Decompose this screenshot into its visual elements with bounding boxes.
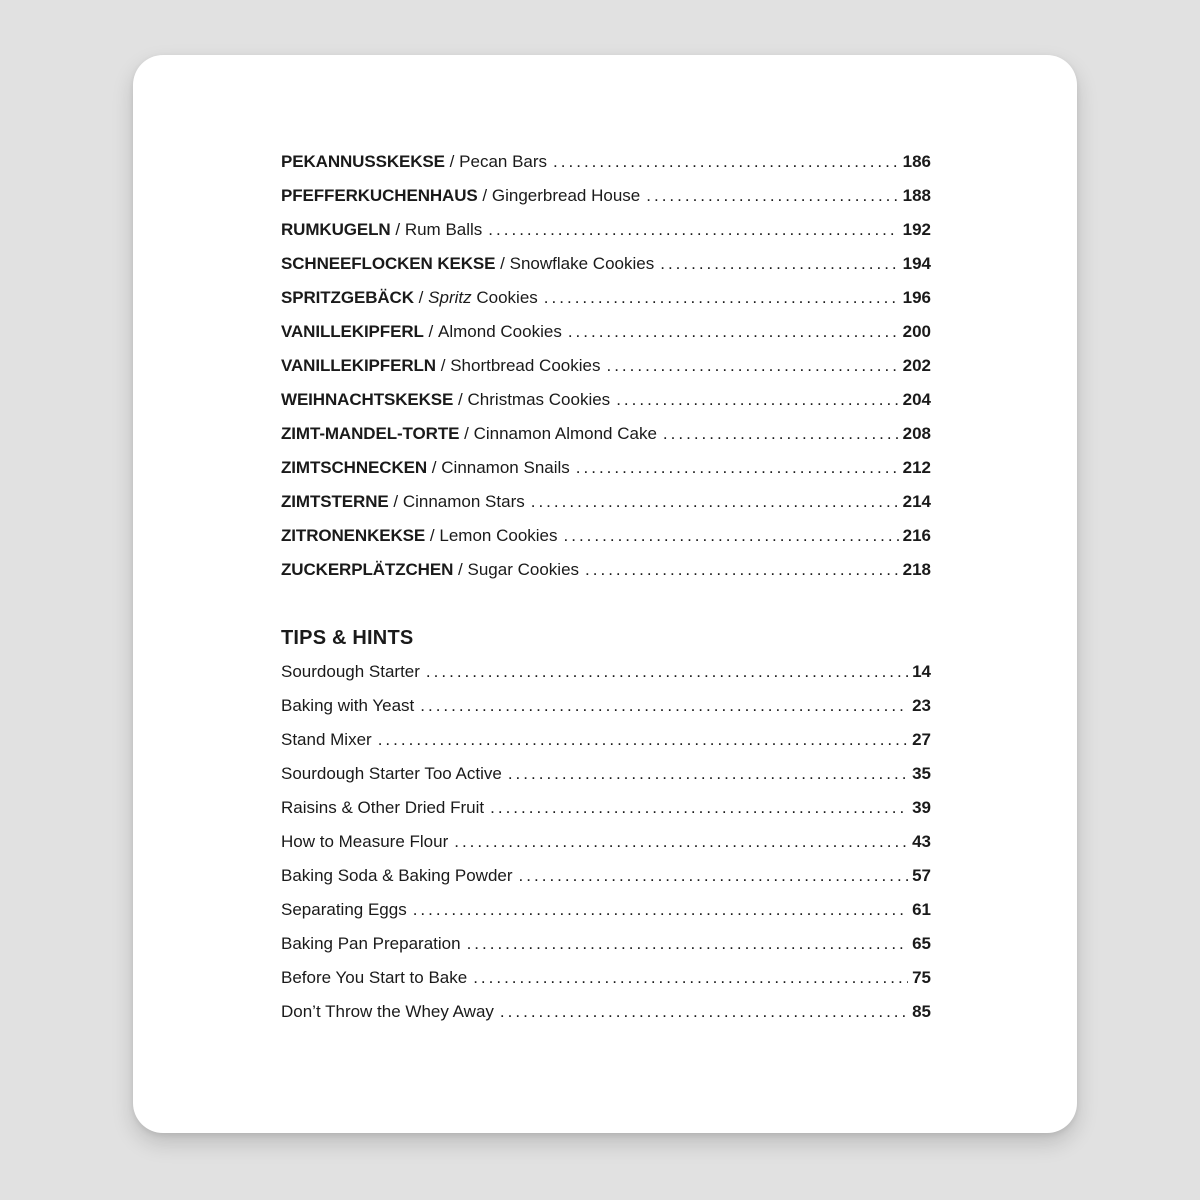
toc-entry — [281, 961, 931, 995]
dot-leader — [490, 791, 908, 825]
entry-title-en: Cinnamon Almond Cake — [473, 424, 657, 443]
tip-title: Before You Start to Bake — [281, 968, 468, 987]
toc-entry — [281, 757, 931, 791]
toc-entry — [281, 689, 931, 723]
toc-entry — [281, 825, 931, 859]
page-number: 218 — [902, 560, 931, 579]
entry-title-de: ZUCKERPLÄTZCHEN — [281, 560, 454, 579]
page-number: 65 — [912, 934, 931, 953]
toc-entry — [281, 213, 931, 247]
toc-entry — [281, 519, 931, 553]
entry-title-en: Gingerbread House — [491, 186, 641, 205]
toc-page-card — [133, 55, 1077, 1133]
entry-title-de: PFEFFERKUCHENHAUS — [281, 186, 478, 205]
page-number: 194 — [902, 254, 931, 273]
tip-title: Raisins & Other Dried Fruit — [281, 798, 485, 817]
slash-separator: / — [440, 356, 446, 375]
page-number: 192 — [902, 220, 931, 239]
page-number: 204 — [902, 390, 931, 409]
slash-separator: / — [458, 390, 463, 409]
dot-leader — [473, 961, 908, 995]
entry-title-de: ZIMTSTERNE — [281, 492, 389, 511]
dot-leader — [488, 213, 898, 247]
page-number: 216 — [902, 526, 931, 545]
dot-leader — [616, 383, 898, 417]
toc-entry — [281, 281, 931, 315]
page-number: 196 — [902, 288, 931, 307]
slash-separator: / — [482, 186, 488, 205]
dot-leader — [564, 519, 899, 553]
dot-leader — [467, 927, 909, 961]
entry-title-en: Cinnamon Snails — [441, 458, 570, 477]
entry-title-en: Christmas Cookies — [467, 390, 611, 409]
page-number: 186 — [902, 152, 931, 171]
toc-entry — [281, 995, 931, 1029]
page-number: 188 — [902, 186, 931, 205]
dot-leader — [663, 417, 899, 451]
slash-separator: / — [449, 152, 455, 171]
page-number: 14 — [912, 662, 931, 681]
dot-leader — [553, 145, 899, 179]
toc-entry — [281, 791, 931, 825]
entry-title-de: ZIMT-MANDEL-TORTE — [281, 424, 460, 443]
toc-entry — [281, 179, 931, 213]
entry-title-en: Almond Cookies — [438, 322, 562, 341]
entry-title-en: Snowflake Cookies — [509, 254, 655, 273]
entry-title-de: ZIMTSCHNECKEN — [281, 458, 428, 477]
toc-entry — [281, 553, 931, 587]
toc-entry — [281, 247, 931, 281]
entry-title-en: Sugar Cookies — [467, 560, 580, 579]
toc-entry — [281, 485, 931, 519]
tip-title: Baking Soda & Baking Powder — [281, 866, 513, 885]
toc-entry — [281, 145, 931, 179]
entry-title-en-italic: Spritz — [428, 288, 472, 307]
toc-entry — [281, 859, 931, 893]
dot-leader — [508, 757, 908, 791]
page-number: 208 — [902, 424, 931, 443]
slash-separator: / — [393, 492, 399, 511]
page-number: 35 — [912, 764, 931, 783]
slash-separator: / — [429, 526, 435, 545]
page-number: 202 — [902, 356, 931, 375]
dot-leader — [519, 859, 909, 893]
toc-entry — [281, 349, 931, 383]
toc-entry — [281, 893, 931, 927]
entry-title-de: SCHNEEFLOCKEN KEKSE — [281, 254, 496, 273]
entry-title-en: Rum Balls — [404, 220, 483, 239]
slash-separator: / — [431, 458, 437, 477]
slash-separator: / — [458, 560, 463, 579]
page-number: 27 — [912, 730, 931, 749]
toc-entry — [281, 451, 931, 485]
page-number: 61 — [912, 900, 931, 919]
tip-title: Baking with Yeast — [281, 696, 415, 715]
entry-title-en: Cinnamon Stars — [402, 492, 525, 511]
page-number: 23 — [912, 696, 931, 715]
entry-title-de: ZITRONENKEKSE — [281, 526, 426, 545]
dot-leader — [454, 825, 908, 859]
tip-title: Sourdough Starter — [281, 662, 420, 681]
entry-title-de: WEIHNACHTSKEKSE — [281, 390, 454, 409]
tips-section — [281, 655, 931, 1029]
slash-separator: / — [428, 322, 434, 341]
toc-entry — [281, 417, 931, 451]
tip-title: Stand Mixer — [281, 730, 372, 749]
slash-separator: / — [500, 254, 505, 273]
entry-title-de: RUMKUGELN — [281, 220, 391, 239]
entry-title-de: VANILLEKIPFERL — [281, 322, 424, 341]
page-number: 57 — [912, 866, 931, 885]
tip-title: Sourdough Starter Too Active — [281, 764, 502, 783]
entry-title-en: Lemon Cookies — [439, 526, 558, 545]
toc-entry — [281, 927, 931, 961]
dot-leader — [378, 723, 908, 757]
tip-title: Separating Eggs — [281, 900, 407, 919]
page-number: 39 — [912, 798, 931, 817]
page-number: 214 — [902, 492, 931, 511]
toc-entry — [281, 723, 931, 757]
dot-leader — [413, 893, 908, 927]
slash-separator: / — [418, 288, 424, 307]
slash-separator: / — [395, 220, 401, 239]
slash-separator: / — [464, 424, 469, 443]
dot-leader — [500, 995, 908, 1029]
dot-leader — [544, 281, 899, 315]
page-number: 200 — [902, 322, 931, 341]
page-number: 212 — [902, 458, 931, 477]
toc-entry — [281, 315, 931, 349]
dot-leader — [660, 247, 898, 281]
dot-leader — [426, 655, 908, 689]
toc-entry — [281, 655, 931, 689]
dot-leader — [606, 349, 898, 383]
tip-title: Don’t Throw the Whey Away — [281, 1002, 494, 1021]
page-number: 85 — [912, 1002, 931, 1021]
entry-title-en: Cookies — [476, 288, 538, 307]
tip-title: How to Measure Flour — [281, 832, 449, 851]
page-number: 43 — [912, 832, 931, 851]
entry-title-en: Shortbread Cookies — [450, 356, 601, 375]
dot-leader — [420, 689, 908, 723]
toc-entry — [281, 383, 931, 417]
entry-title-en: Pecan Bars — [459, 152, 548, 171]
recipes-section — [281, 145, 931, 587]
entry-title-de: VANILLEKIPFERLN — [281, 356, 436, 375]
tips-hints-heading: TIPS & HINTS — [281, 627, 414, 649]
entry-title-de: SPRITZGEBÄCK — [281, 288, 414, 307]
dot-leader — [646, 179, 898, 213]
dot-leader — [568, 315, 899, 349]
page-number: 75 — [912, 968, 931, 987]
tip-title: Baking Pan Preparation — [281, 934, 461, 953]
entry-title-de: PEKANNUSSKEKSE — [281, 152, 445, 171]
dot-leader — [531, 485, 899, 519]
dot-leader — [576, 451, 899, 485]
dot-leader — [585, 553, 899, 587]
